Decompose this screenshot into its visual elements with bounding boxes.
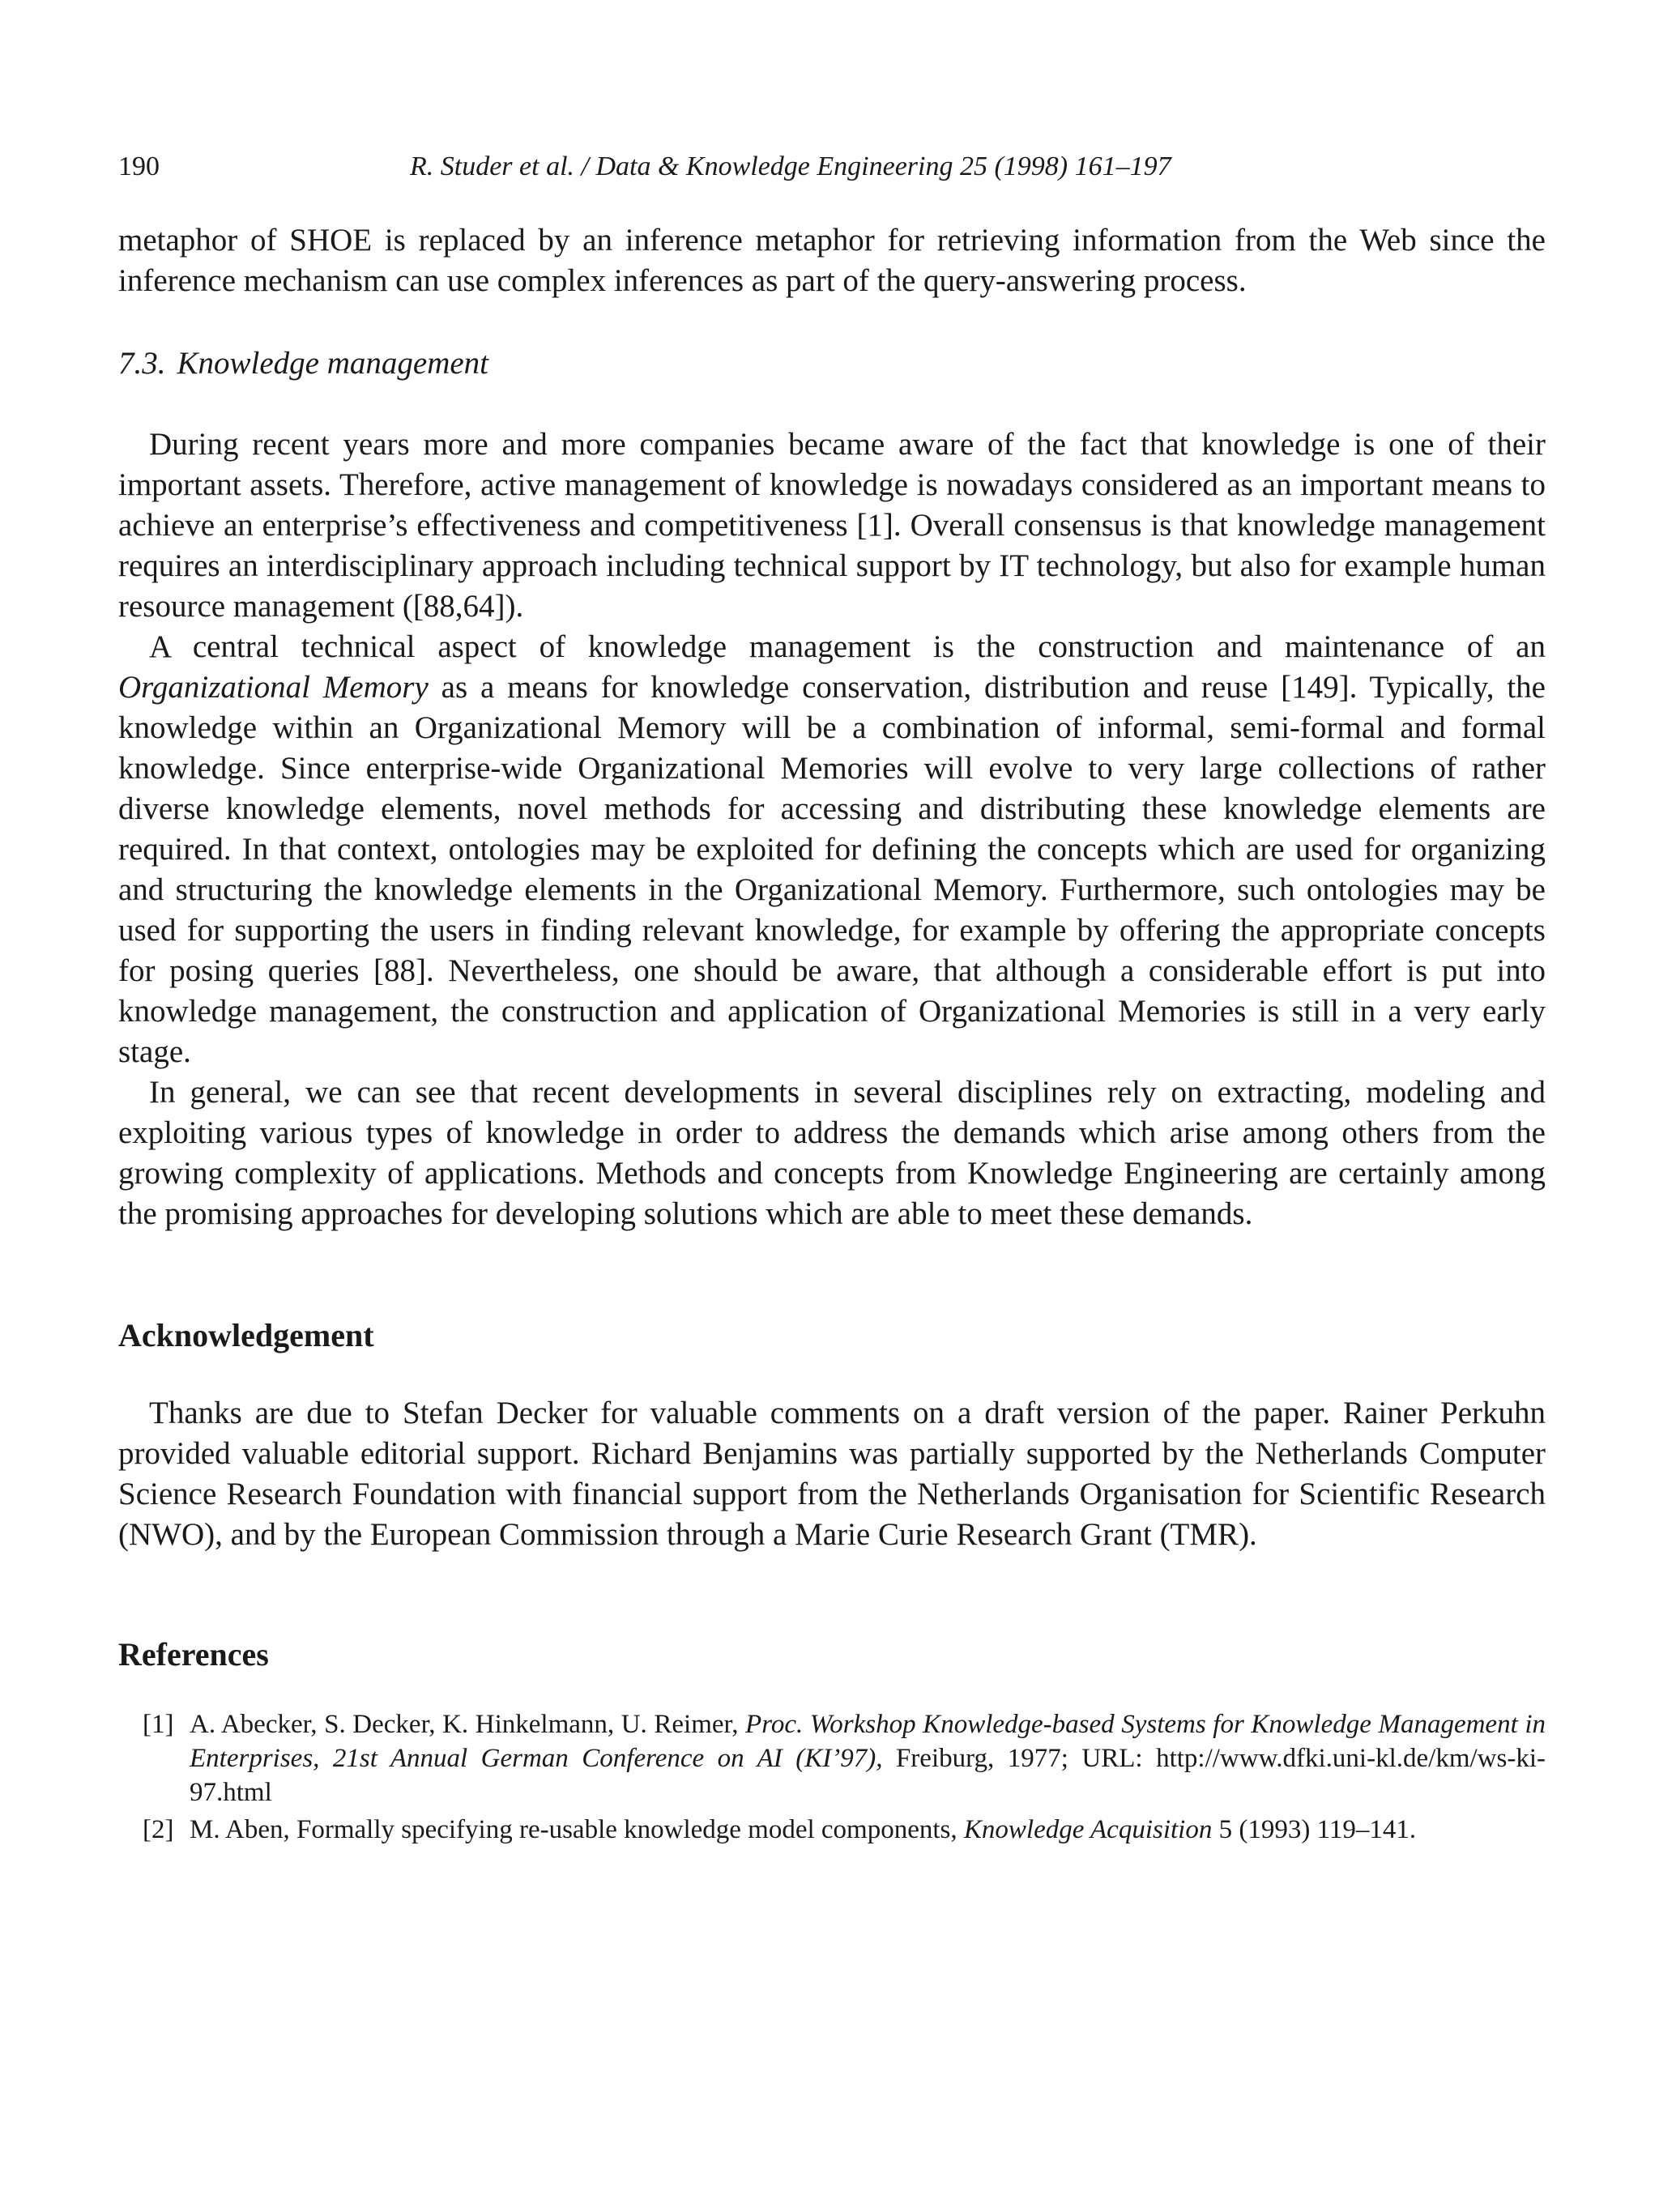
paragraph-text: A central technical aspect of knowledge management is the construction and maintenance of an [149, 629, 1546, 664]
section-heading-7-3 [118, 343, 1546, 384]
acknowledgement-text: Thanks are due to Stefan Decker for valuable comments on a draft version of the paper. Rainer Perkuhn provided valuable editorial support. Richard Benjamins was partially supported by the Netherlands Computer Science Research Foundation with financial support from the Netherlands Organisation for Scientific Research (NWO), and by the European Commission through a Marie Curie Research Grant (TMR). [118, 1396, 1546, 1552]
emphasized-term: Organizational Memory [118, 670, 429, 705]
reference-label: [2] [143, 1815, 174, 1844]
reference-title: Proc. Workshop Knowledge-based Systems for Knowledge Management in Enterprises, 21st Annual German Conference on AI (KI’97), [190, 1710, 1546, 1773]
paragraph-text: as a means for knowledge conservation, distribution and reuse [149]. Typically, the knowledge within an Organizational Memory will be a combination of informal, semi-formal and formal knowledge. Since enterprise-wide Organizational Memories will evolve to very large collections of rather diverse knowledge elements, novel methods for accessing and distributing these knowledge elements are required. In that context, ontologies may be exploited for defining the concepts which are used for organizing and structuring the knowledge elements in the Organizational Memory. Furthermore, such ontologies may be used for supporting the users in finding relevant knowledge, for example by offering the appropriate concepts for posing queries [88]. Nevertheless, one should be aware, that although a considerable effort is put into knowledge management, the construction and application of Organizational Memories is still in a very early stage. [118, 670, 1546, 1069]
reference-details: 5 (1993) 119–141. [1212, 1815, 1417, 1844]
continuation-paragraph: metaphor of SHOE is replaced by an inference metaphor for retrieving information from the Web since the inference mechanism can use complex inferences as part of the query-answering process. [118, 223, 1546, 298]
paragraph-organizational-memory [118, 627, 1546, 1072]
paragraph-knowledge-assets: During recent years more and more companies became aware of the fact that knowledge is one of their important assets. Therefore, active management of knowledge is nowadays considered as an important means to achieve an enterprise’s effectiveness and competitiveness [1]. Overall consensus is that knowledge management requires an interdisciplinary approach including technical support by IT technology, but also for example human resource management ([88,64]). [118, 427, 1546, 624]
reference-details: Freiburg, 1977; URL: http://www.dfki.uni-kl.de/km/ws-ki-97.html [190, 1744, 1546, 1807]
section-title: Knowledge management [177, 346, 489, 381]
section-number: 7.3. [118, 346, 166, 381]
reference-item [118, 1707, 1546, 1809]
paragraph-general-conclusion: In general, we can see that recent developments in several disciplines rely on extracting, modeling and exploiting various types of knowledge in order to address the demands which arise among others from the growing complexity of applications. Methods and concepts from Knowledge Engineering are certainly among the promising approaches for developing solutions which are able to meet these demands. [118, 1075, 1546, 1231]
page-number: 190 [118, 151, 160, 181]
reference-label: [1] [143, 1710, 174, 1739]
reference-title: Knowledge Acquisition [963, 1815, 1213, 1844]
reference-authors: M. Aben, Formally specifying re-usable knowledge model components, [190, 1815, 964, 1844]
reference-list [118, 1707, 1546, 1847]
reference-authors: A. Abecker, S. Decker, K. Hinkelmann, U. Reimer, [190, 1710, 746, 1739]
acknowledgement-heading: Acknowledgement [118, 1317, 374, 1353]
reference-item [118, 1813, 1546, 1847]
running-head [118, 146, 1546, 188]
paper-page [118, 146, 1546, 1850]
references-heading: References [118, 1636, 269, 1673]
journal-citation-line: R. Studer et al. / Data & Knowledge Engineering 25 (1998) 161–197 [410, 151, 1171, 181]
